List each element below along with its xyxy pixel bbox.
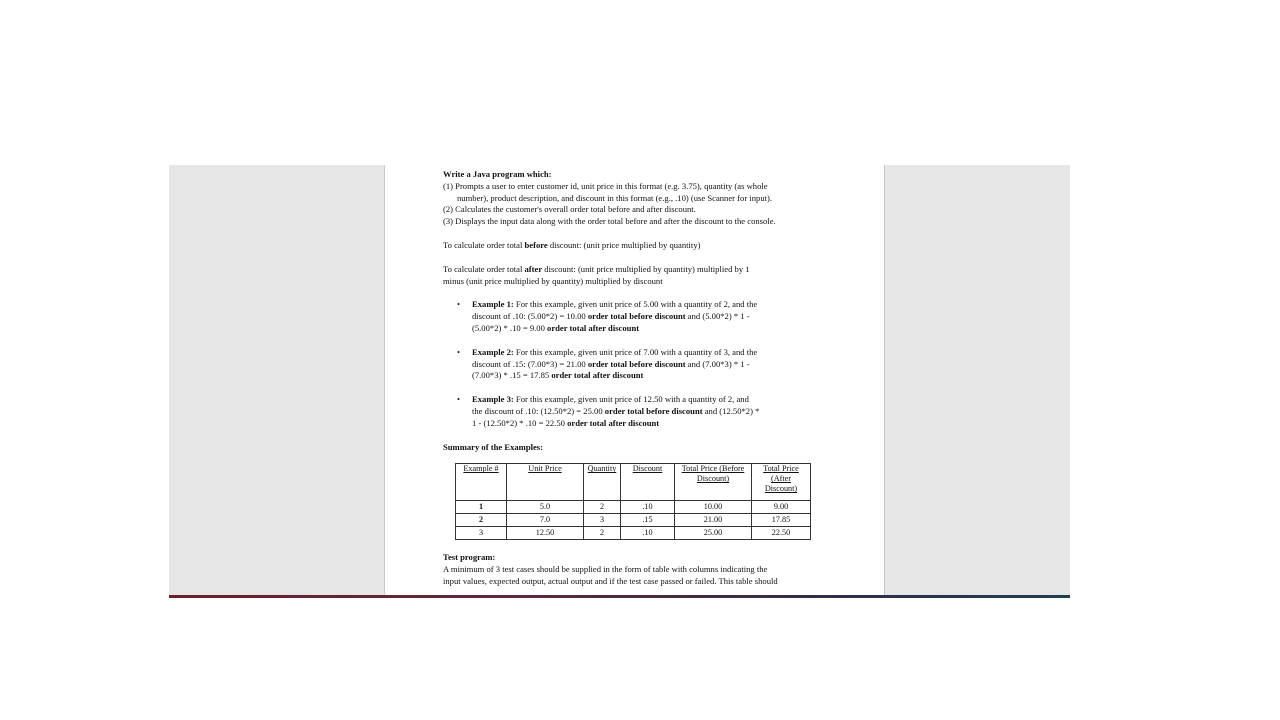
step-1: (1) Prompts a user to enter customer id, unit price in this format (e.g. 3.75), quantity (as whole: [443, 180, 768, 191]
table-cell: 2: [456, 514, 507, 527]
table-row: [456, 501, 811, 514]
table-header-row: [456, 464, 811, 501]
after-discount-formula: To calculate order total after discount: (unit price multiplied by quantity) multiplied by 1: [443, 263, 750, 274]
table-cell: 22.50: [752, 527, 811, 540]
table-cell: 3: [456, 527, 507, 540]
table-cell: .10: [621, 527, 675, 540]
step-1-cont: number), product description, and discount in this format (e.g., .10) (use Scanner for input).: [457, 192, 773, 203]
assignment-title: Write a Java program which:: [443, 169, 552, 179]
table-cell: 25.00: [675, 527, 752, 540]
table-cell: 7.0: [507, 514, 584, 527]
summary-table-wrap: [455, 463, 831, 540]
table-row: [456, 527, 811, 540]
col-header: Total Price (Before Discount): [675, 464, 752, 501]
table-cell: 17.85: [752, 514, 811, 527]
example-item: • Example 3: For this example, given unit price of 12.50 with a quantity of 2, and the discount of .10: (12.50*2) = 25.00 order total before discount and (12.50*2) * 1 - (12.50*2) * .10 = 22.50 order total after discount: [457, 394, 760, 428]
document-page: [384, 165, 885, 595]
table-cell: 2: [584, 501, 621, 514]
test-program-text-cont: input values, expected output, actual output and if the test case passed or failed. This table should: [443, 575, 778, 586]
col-header: Unit Price: [507, 464, 584, 501]
summary-table: [455, 463, 811, 540]
example-item: • Example 1: For this example, given unit price of 5.00 with a quantity of 2, and the discount of .10: (5.00*2) = 10.00 order total before discount and (5.00*2) * 1 - (5.00*2) * .10 = 9.00 order total after discount: [457, 299, 758, 333]
summary-title: Summary of the Examples:: [443, 441, 544, 452]
bullet-icon: •: [457, 299, 461, 310]
col-header: Quantity: [584, 464, 621, 501]
test-program-title: Test program:: [443, 552, 496, 563]
step-3: (3) Displays the input data along with the order total before and after the discount to the console.: [443, 216, 776, 227]
page-content: [443, 169, 831, 588]
table-cell: 10.00: [675, 501, 752, 514]
examples-list: [443, 299, 831, 429]
before-discount-formula: To calculate order total before discount: (unit price multiplied by quantity): [443, 239, 701, 250]
test-program-text: A minimum of 3 test cases should be supplied in the form of table with columns indicating the: [443, 564, 768, 575]
bullet-icon: •: [457, 346, 461, 357]
table-cell: 9.00: [752, 501, 811, 514]
table-cell: 3: [584, 514, 621, 527]
table-cell: .15: [621, 514, 675, 527]
after-discount-formula-cont: minus (unit price multiplied by quantity) multiplied by discount: [443, 275, 663, 286]
document-viewer[interactable]: [169, 165, 1070, 598]
col-header: Discount: [621, 464, 675, 501]
table-cell: 12.50: [507, 527, 584, 540]
table-cell: 21.00: [675, 514, 752, 527]
example-item: • Example 2: For this example, given unit price of 7.00 with a quantity of 3, and the discount of .15: (7.00*3) = 21.00 order total before discount and (7.00*3) * 1 - (7.00*3) * .15 = 17.85 order total after discount: [457, 346, 758, 381]
col-header: Total Price (After Discount): [752, 464, 811, 501]
table-cell: 1: [456, 501, 507, 514]
step-2: (2) Calculates the customer's overall order total before and after discount.: [443, 204, 696, 215]
col-header: Example #: [456, 464, 507, 501]
table-cell: 2: [584, 527, 621, 540]
viewer-bottom-bar: [169, 595, 1070, 598]
table-cell: .10: [621, 501, 675, 514]
table-cell: 5.0: [507, 501, 584, 514]
table-row: [456, 514, 811, 527]
bullet-icon: •: [457, 394, 461, 405]
